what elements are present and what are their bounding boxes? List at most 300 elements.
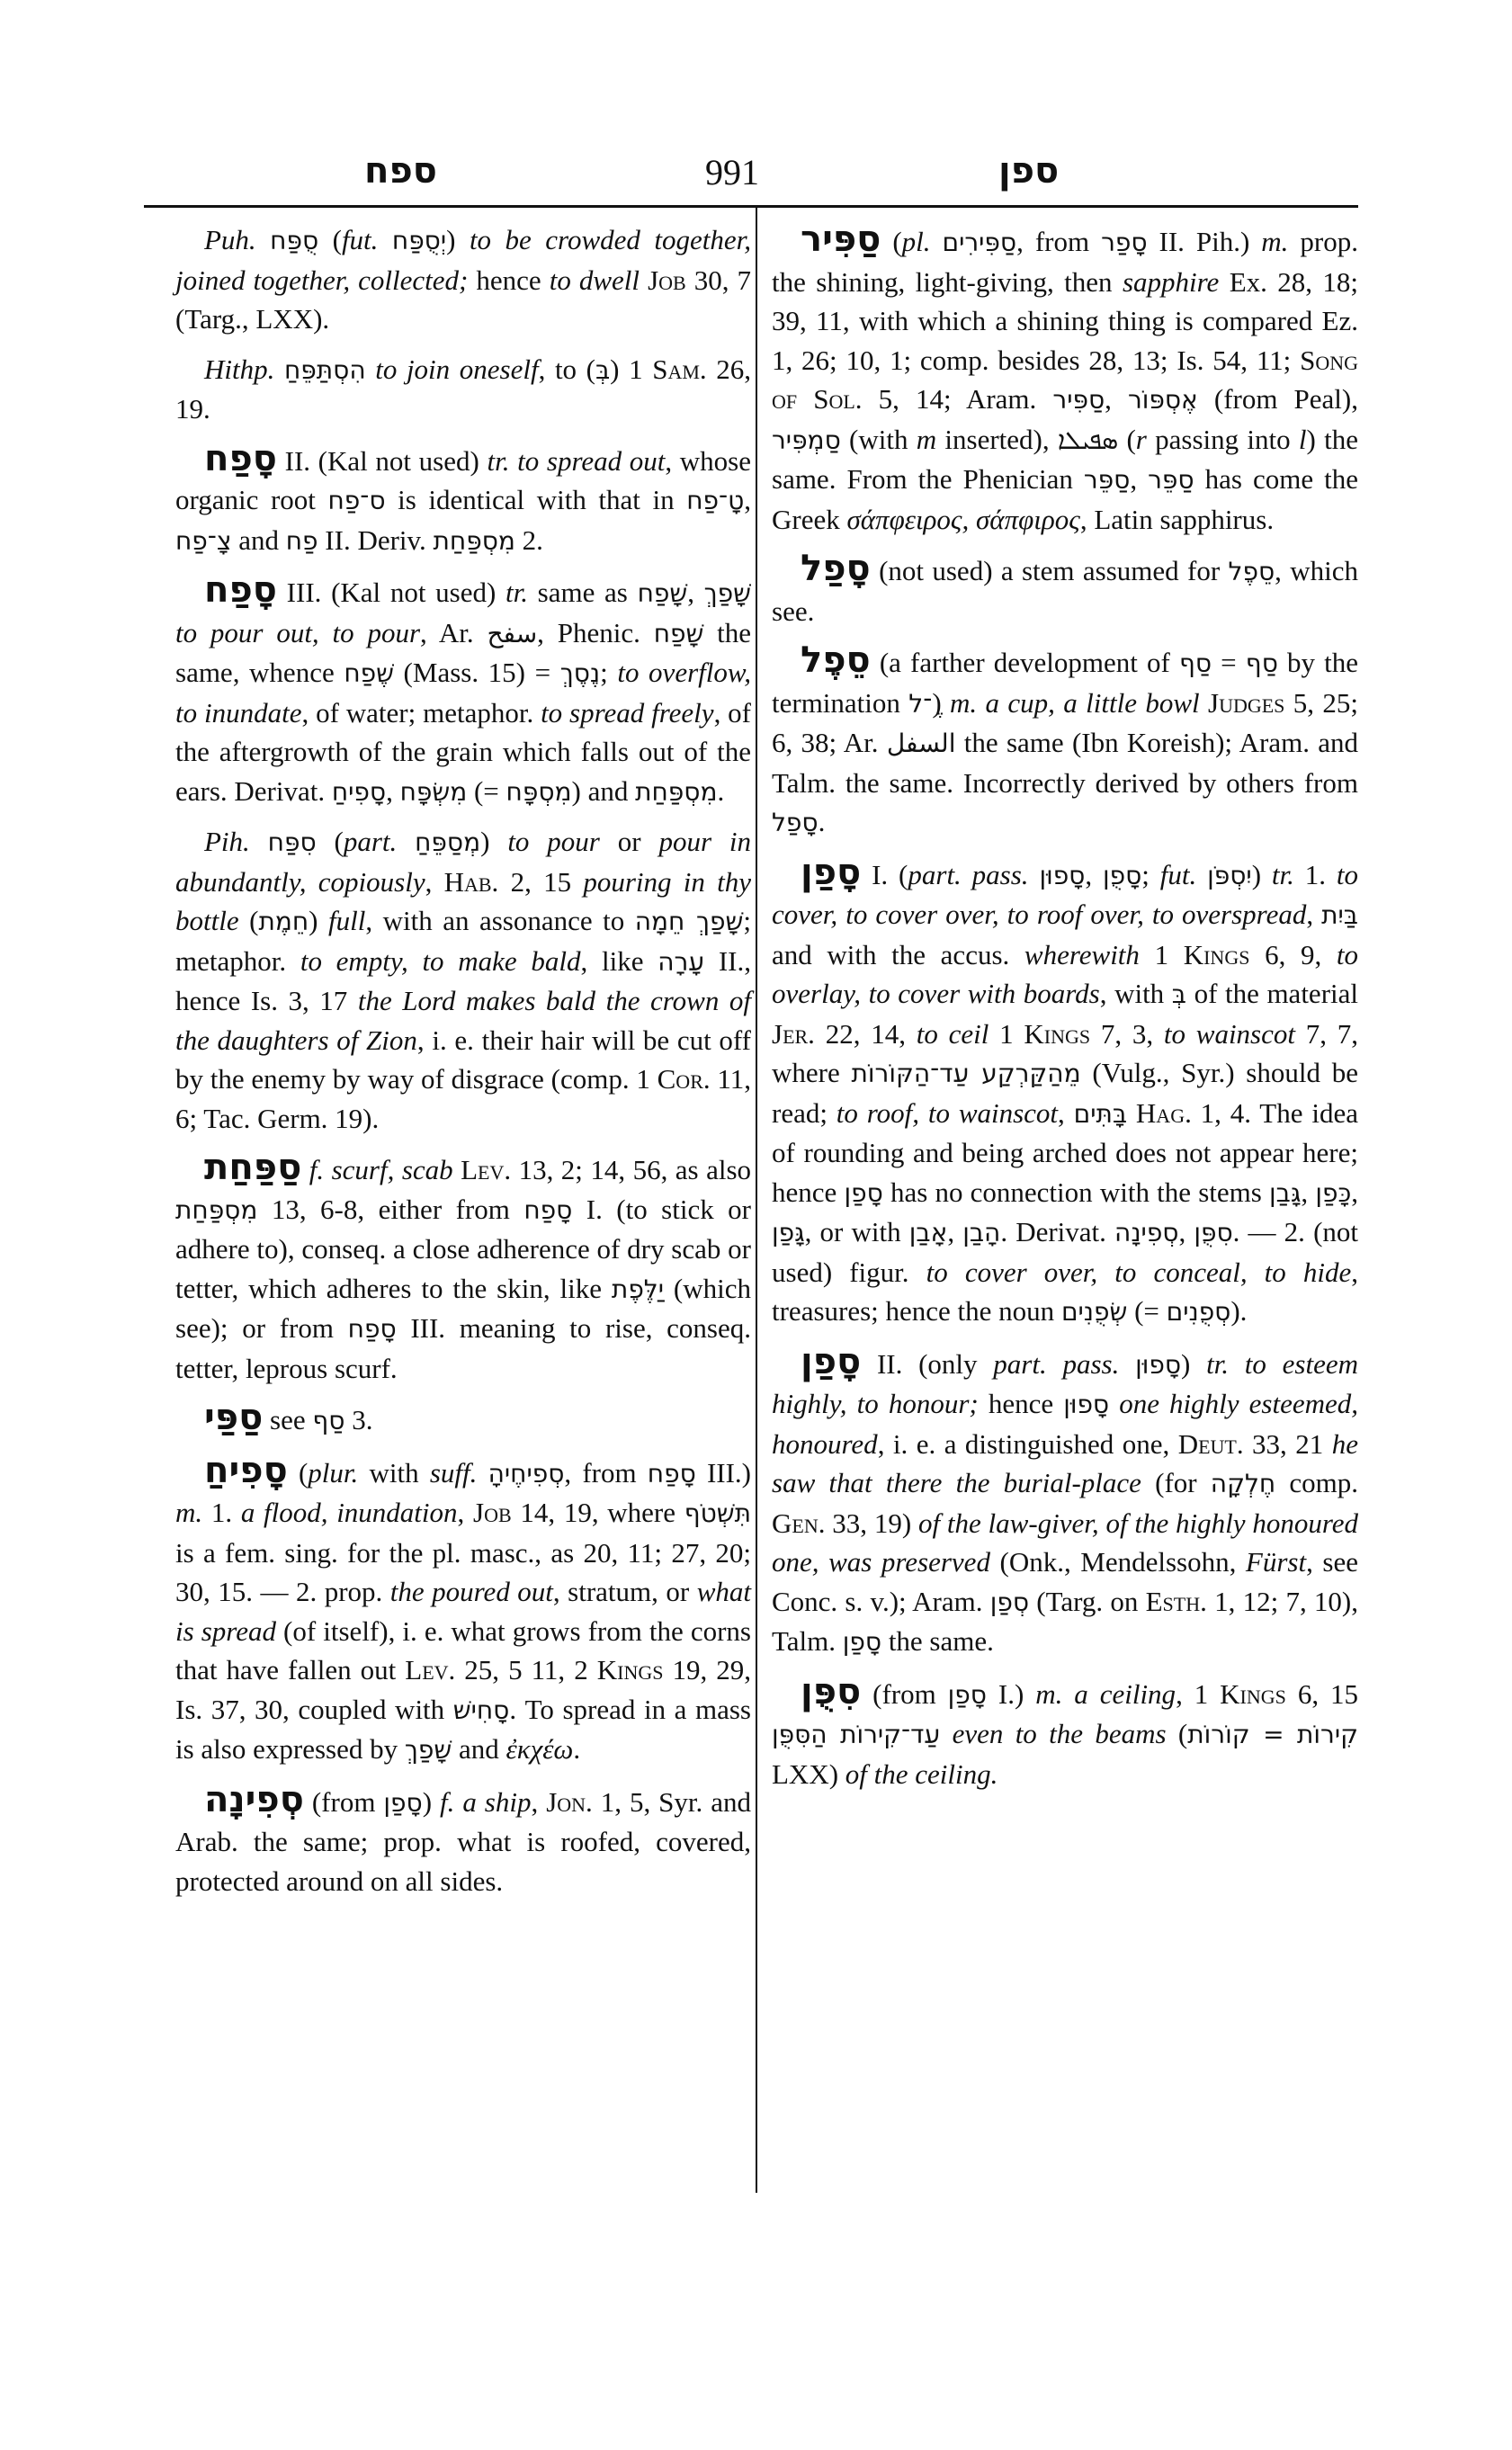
- hebrew-word: אָבַן: [908, 1218, 948, 1247]
- italic-text: tr. to esteem highly, to honour;: [772, 1347, 1358, 1419]
- italic-text: fut.: [1159, 858, 1208, 890]
- italic-text: one highly esteemed, honoured: [772, 1388, 1358, 1460]
- hebrew-word: מִסְפַּחַת: [635, 776, 718, 807]
- text: [1200, 687, 1208, 719]
- text: 5, 25; 6, 38; Ar.: [772, 686, 1359, 758]
- hebrew-word: סְפִינָה: [1114, 1218, 1179, 1247]
- italic-text: pouring in thy bottle: [175, 865, 751, 936]
- hebrew-word: סֵפֶל: [1228, 557, 1275, 586]
- text: passing into: [1146, 423, 1299, 455]
- hebrew-word: סָפוּן: [1135, 1349, 1181, 1380]
- text: (of itself), i. e. what grows from the corns that have fallen out: [175, 1614, 751, 1685]
- text: comp.: [1275, 1467, 1358, 1498]
- text: ,: [1130, 463, 1149, 495]
- text: [640, 264, 648, 296]
- text: (Mass. 15) =: [393, 657, 560, 688]
- hebrew-word: סָפֻן: [1102, 860, 1142, 890]
- text: (: [1166, 1718, 1188, 1749]
- text: ,: [1301, 1176, 1316, 1208]
- column-divider: [756, 205, 757, 2193]
- header-rule: [144, 205, 1358, 208]
- running-head: [0, 144, 1512, 198]
- text: ,: [531, 1785, 547, 1818]
- italic-text: to overflow, to inundate: [175, 657, 751, 729]
- italic-text: the poured out: [389, 1576, 553, 1607]
- text: or: [599, 826, 659, 857]
- italic-text: Hithp.: [204, 353, 284, 385]
- text: ): [480, 826, 508, 857]
- hebrew-word: צָ־פַח: [175, 525, 232, 556]
- text: ,: [425, 865, 444, 898]
- text: ): [446, 224, 470, 255]
- small-caps-reference: Jon.: [546, 1785, 593, 1818]
- text: ): [1251, 858, 1272, 890]
- text: , of water; metaphor.: [301, 696, 541, 729]
- italic-text: Puh.: [204, 224, 271, 255]
- text: (=: [467, 774, 506, 807]
- entry-sappachath: [175, 1149, 751, 1388]
- text: , with: [1099, 978, 1172, 1009]
- text: ,: [1085, 858, 1103, 890]
- text: and: [231, 523, 286, 556]
- text: III.): [695, 1456, 752, 1489]
- text: ,: [1178, 1216, 1194, 1247]
- hebrew-word: גָּבַן: [1269, 1177, 1302, 1208]
- hebrew-word: סַפִּיר: [1052, 385, 1105, 415]
- text: (: [1118, 423, 1136, 455]
- hebrew-word: חֵמֶת: [258, 907, 309, 936]
- text: (: [238, 905, 259, 936]
- text: (from Peal),: [1197, 383, 1358, 415]
- italic-text: m: [916, 423, 937, 455]
- headword: סָפַח: [204, 569, 277, 611]
- text: has no connection with the stems: [882, 1176, 1270, 1208]
- entry-safach-III: [175, 571, 751, 811]
- hebrew-word: שֶׁפַח: [344, 658, 394, 688]
- italic-text: l: [1298, 423, 1307, 455]
- hebrew-word: יְסֻפַּח: [391, 226, 447, 255]
- italic-text: m. a cup, a little bowl: [950, 686, 1200, 719]
- italic-text: to dwell: [549, 264, 640, 296]
- text: ,: [1058, 1096, 1074, 1129]
- text: 1: [1139, 938, 1184, 970]
- hebrew-word: שָׁפַח: [653, 618, 704, 648]
- small-caps-reference: Job: [648, 264, 686, 296]
- text: (: [318, 224, 342, 255]
- text: 1, 12; 7, 10), Talm.: [772, 1585, 1359, 1657]
- italic-text: pl.: [901, 226, 943, 257]
- hebrew-word: בְּ: [1171, 979, 1186, 1009]
- hebrew-word: שְׂפֻנִים: [1060, 1297, 1128, 1327]
- hebrew-word: מֵהַקַּרְקַע עַד־הַקּוֹרוֹת: [851, 1059, 1081, 1088]
- hebrew-word: מִסְפַּחַת: [433, 525, 515, 556]
- small-caps-reference: Lev.: [461, 1154, 512, 1185]
- italic-text: suff.: [429, 1456, 478, 1489]
- hebrew-word: עַד־קִירוֹת הַסִּפֻּן: [772, 1720, 941, 1749]
- text: [453, 1154, 461, 1185]
- text: II. (only: [861, 1347, 994, 1380]
- small-caps-reference: Lev.: [405, 1654, 456, 1685]
- hebrew-word: מְסַפֵּחַ: [415, 827, 481, 857]
- small-caps-reference: Esth.: [1145, 1585, 1207, 1617]
- text: 3.: [344, 1404, 373, 1435]
- text: , whose organic root: [175, 444, 752, 515]
- italic-text: f. a ship: [440, 1785, 532, 1818]
- italic-text: wherewith: [1024, 938, 1140, 970]
- headword: סָפַל: [801, 548, 871, 589]
- small-caps-reference: Kings: [1183, 938, 1250, 970]
- text: 33, 19): [825, 1507, 918, 1539]
- hebrew-word: עָרָה: [658, 946, 705, 977]
- text: .: [717, 774, 725, 807]
- text: 13, 6-8, either from: [257, 1193, 524, 1225]
- small-caps-reference: Jer.: [772, 1017, 815, 1050]
- text: of the material: [1185, 978, 1358, 1009]
- hebrew-word: נֶסֶךְ: [559, 658, 601, 688]
- italic-text: to cover over, to conceal, to hide: [926, 1256, 1352, 1288]
- italic-text: to pour: [507, 826, 600, 857]
- italic-text: fut.: [341, 224, 392, 255]
- italic-text: Fürst: [1245, 1546, 1307, 1578]
- hebrew-word: אֶסְפּוֹר: [1127, 385, 1198, 415]
- left-column: [175, 220, 751, 1911]
- hebrew-word: גָּפַן: [772, 1218, 805, 1247]
- text: hence: [468, 264, 550, 296]
- hebrew-word: סֻפַּח: [270, 226, 319, 255]
- hebrew-word: סִפֻּן: [1194, 1218, 1233, 1247]
- hebrew-word: סָפַר: [1101, 228, 1148, 257]
- text: , from: [1016, 226, 1102, 257]
- text: .: [818, 806, 826, 837]
- text: , from: [564, 1456, 648, 1489]
- headword: סָפַן: [801, 851, 862, 893]
- headword: סַפַּי: [204, 1397, 264, 1438]
- text: (from: [303, 1785, 384, 1818]
- headword: סַפִּיר: [801, 219, 881, 260]
- text: 22, 14,: [814, 1017, 917, 1050]
- text: ,: [1306, 899, 1322, 930]
- small-caps-reference: Deut.: [1177, 1427, 1244, 1460]
- hebrew-word: סַף: [312, 1406, 345, 1435]
- text: ): [422, 1785, 440, 1818]
- italic-text: to wainscot: [1163, 1017, 1295, 1050]
- hebrew-word: שָׁפַךְ: [703, 578, 751, 608]
- text: [940, 1718, 952, 1749]
- text: .: [573, 1733, 581, 1765]
- small-caps-reference: Job: [473, 1497, 512, 1528]
- arabic-word: السفل: [886, 729, 956, 758]
- text: is a fem. sing. for the pl. masc., as 20, 11; 27, 20; 30, 15. — 2. prop.: [175, 1536, 751, 1607]
- text: II. (Kal not used): [276, 444, 488, 477]
- entry-sappir: [772, 220, 1358, 539]
- text: 6, 15: [1285, 1677, 1359, 1710]
- italic-text: pour in abundantly, copiously: [175, 826, 752, 898]
- text: , Latin sapphirus.: [1079, 503, 1275, 535]
- text: , with an assonance to: [365, 905, 635, 936]
- italic-text: what is spread: [175, 1576, 751, 1647]
- hebrew-word: סַפֵּר: [1148, 465, 1194, 495]
- italic-text: to cover, to cover over, to roof over, to overspread: [772, 858, 1359, 930]
- entry-safach-I-puh: [175, 220, 751, 339]
- text: LXX): [772, 1757, 845, 1790]
- text: ,: [1105, 383, 1128, 415]
- text: ,: [687, 577, 704, 608]
- italic-text: r: [1135, 423, 1147, 455]
- text: hence: [978, 1388, 1064, 1419]
- italic-text: to spread freely: [541, 696, 714, 729]
- text: [301, 1154, 309, 1185]
- text: ) and: [571, 774, 636, 807]
- headword: סָפַן: [801, 1340, 862, 1382]
- text: II., hence Is. 3, 17: [175, 944, 751, 1016]
- text: 1: [989, 1017, 1024, 1050]
- entry-saphai: [175, 1399, 751, 1441]
- hebrew-word: ס־פַח: [327, 486, 386, 515]
- small-caps-reference: Hab.: [443, 865, 499, 898]
- italic-text: full: [327, 905, 366, 936]
- italic-text: Pih.: [204, 826, 268, 857]
- text: . To spread in a mass is also expressed by: [175, 1693, 751, 1765]
- italic-text: plur.: [308, 1456, 359, 1489]
- small-caps-reference: Song of Sol.: [772, 344, 1358, 415]
- entry-sephinah: [175, 1778, 751, 1901]
- arabic-word: سفح: [487, 618, 538, 648]
- text: (: [287, 1456, 309, 1489]
- running-head-right-word: ספן: [998, 150, 1060, 192]
- entry-safach-I-hithp: [175, 350, 751, 429]
- hebrew-word: מִסְפָּח: [505, 776, 572, 807]
- text: ): [1181, 1347, 1207, 1380]
- text: the same, whence: [175, 616, 752, 688]
- text: , treasures; hence the noun: [772, 1256, 1358, 1327]
- italic-text: f. scurf, scab: [309, 1154, 453, 1185]
- text: the same (Ibn Koreish); Aram. and Talm. the same. Incorrectly derived by others from: [772, 727, 1359, 799]
- hebrew-word: סָפִיחַ: [331, 776, 387, 807]
- hebrew-word: בָּתִּים: [1073, 1098, 1128, 1129]
- italic-text: the Lord makes bald the crown of the daughters of Zion: [175, 985, 751, 1056]
- entry-sephel: [772, 641, 1358, 843]
- text: 1.: [1293, 858, 1337, 890]
- text: by the termination: [772, 647, 1358, 719]
- text: (a farther development of: [870, 647, 1179, 678]
- text: III. (Kal not used): [276, 577, 505, 608]
- italic-text: ἐκχέω: [505, 1733, 574, 1765]
- text: , stratum, or: [552, 1576, 697, 1607]
- text: 1.: [202, 1497, 241, 1528]
- text: ,: [457, 1497, 474, 1528]
- arabic-word: ܣܦܝܠܐ: [1057, 425, 1119, 455]
- text: , to (: [538, 353, 595, 385]
- text: 1, 5, Syr. and Arab. the same; prop. what is roofed, covered, protected around on all sides.: [175, 1785, 751, 1897]
- text: ;: [600, 657, 618, 688]
- text: ,: [744, 484, 751, 515]
- hebrew-word: סָפַן: [383, 1787, 423, 1818]
- hebrew-word: סַפֵּר: [1083, 465, 1131, 495]
- text: ;: [1141, 858, 1160, 890]
- text: and with the accus.: [772, 938, 1024, 970]
- text: ; metaphor.: [175, 905, 751, 977]
- italic-text: part.: [343, 826, 416, 857]
- text: ,: [1351, 1176, 1358, 1208]
- headword: סָפַח: [204, 437, 277, 479]
- text: (: [316, 826, 344, 857]
- italic-text: part. pass.: [908, 858, 1040, 890]
- hebrew-word: סְפִיחֶיהָ: [488, 1458, 565, 1489]
- text: 14, 19, where: [511, 1497, 684, 1528]
- hebrew-word: יִסְפֹּן: [1207, 860, 1252, 890]
- hebrew-word: סְפֻנִים: [1166, 1297, 1231, 1327]
- text: , Phenic.: [537, 616, 654, 648]
- small-caps-reference: Gen.: [772, 1507, 826, 1539]
- hebrew-word: סָפַח: [347, 1314, 397, 1344]
- text: (which see); or from: [175, 1272, 751, 1344]
- text: II. Deriv.: [318, 523, 434, 556]
- hebrew-word: תִּשְׁטֹף: [684, 1498, 752, 1528]
- italic-text: m. a ceiling: [1035, 1677, 1176, 1710]
- italic-text: m.: [1261, 226, 1289, 257]
- text: Ex. 28, 18; 39, 11, with which a shining thing is compared Ez. 1, 26; 10, 1; comp. besides 28, 13; Is. 54, 11;: [772, 265, 1358, 376]
- italic-text: a flood, inundation: [240, 1497, 458, 1528]
- italic-text: of the law-giver, of the highly honoured one, was preserved: [772, 1507, 1359, 1578]
- text: , see Conc. s. v.); Aram.: [772, 1546, 1358, 1617]
- text: ,: [947, 1216, 963, 1247]
- text: (for: [1141, 1467, 1211, 1498]
- hebrew-word: מִסְפַּחַת: [175, 1194, 258, 1225]
- text: (: [881, 226, 902, 257]
- italic-text: of the ceiling.: [845, 1757, 998, 1790]
- hebrew-word: סִפַּח: [267, 827, 317, 857]
- small-caps-reference: Judges: [1208, 686, 1285, 719]
- italic-text: even to the beams: [952, 1718, 1167, 1749]
- text: I. (to stick or adhere to), conseq. a close adherence of dry scab or tetter, which adheres to the skin, like: [175, 1193, 751, 1304]
- text: , i. e. their hair will be cut off by the enemy by way of disgrace (comp. 1: [175, 1024, 751, 1095]
- text: 5, 14; Aram.: [862, 383, 1053, 415]
- text: , 1: [1176, 1677, 1221, 1710]
- text: ): [309, 905, 328, 936]
- hebrew-word: שָׁפַךְ חֵמָה: [634, 907, 744, 936]
- text: I.): [986, 1677, 1036, 1710]
- text: =: [1212, 647, 1246, 678]
- italic-text: tr.: [1271, 858, 1294, 890]
- italic-text: to be crowded together, joined together, collected;: [175, 224, 751, 296]
- small-caps-reference: Kings: [1024, 1017, 1091, 1050]
- text: 30, 7 (Targ., LXX).: [175, 264, 752, 335]
- entry-sippun: [772, 1670, 1359, 1794]
- headword: סְפִינָה: [204, 1778, 304, 1820]
- hebrew-word: סְפַן: [989, 1587, 1030, 1617]
- text: same as: [527, 577, 638, 608]
- entry-saphan-II: [772, 1340, 1359, 1662]
- hebrew-word: סַפִּירִים: [942, 228, 1017, 257]
- text: (=: [1127, 1295, 1167, 1327]
- small-caps-reference: Hag.: [1135, 1096, 1192, 1129]
- text: inserted),: [936, 423, 1058, 455]
- text: III. meaning to rise, conseq. tetter, leprous scurf.: [175, 1312, 751, 1384]
- text: ) 1: [610, 353, 653, 385]
- text: , of the aftergrowth of the grain which falls out of the ears. Derivat.: [175, 696, 751, 807]
- hebrew-word: סָפַן: [844, 1177, 883, 1208]
- text: , Ar.: [420, 616, 488, 648]
- hebrew-word: סַף: [1178, 648, 1212, 678]
- text: , i. e. a distinguished one,: [877, 1427, 1178, 1460]
- text: 7, 7, where: [772, 1017, 1359, 1088]
- hebrew-word: סַף: [1245, 648, 1278, 678]
- hebrew-word: שָׁפַח: [637, 578, 688, 608]
- text: [1109, 1388, 1119, 1419]
- text: 1, 4. The idea of rounding and being arched does not appear here; hence: [772, 1096, 1358, 1208]
- hebrew-word: סָחִישׁ: [452, 1694, 510, 1725]
- entry-saphiach: [175, 1449, 752, 1770]
- text: ,: [386, 774, 400, 807]
- small-caps-reference: Kings: [596, 1654, 664, 1685]
- italic-text: σάπφειρος, σάπφιρος: [846, 503, 1080, 535]
- text: with: [358, 1456, 430, 1489]
- entry-saphan-I: [772, 851, 1359, 1332]
- entry-saphal-stem: [772, 550, 1358, 630]
- italic-text: tr. to spread out: [487, 444, 666, 477]
- running-head-left-word: ספח: [364, 150, 437, 192]
- text: prop. the shining, light-giving, then: [772, 226, 1358, 298]
- hebrew-word: הָבַן: [962, 1218, 1001, 1247]
- headword: סַפַּחַת: [204, 1147, 302, 1188]
- text: 2.: [514, 523, 543, 556]
- page-number: 991: [705, 152, 759, 192]
- headword: סָפִיחַ: [204, 1449, 288, 1491]
- text: (from: [861, 1677, 948, 1710]
- hebrew-word: ֶ־ל: [908, 688, 933, 719]
- hebrew-word: סָפוּן: [1039, 860, 1086, 890]
- italic-text: part. pass.: [993, 1347, 1136, 1380]
- italic-text: to join oneself: [375, 353, 539, 385]
- small-caps-reference: Kings: [1220, 1677, 1286, 1710]
- entry-safach-II: [175, 437, 752, 561]
- text: and: [452, 1733, 506, 1765]
- text: 33, 21: [1243, 1427, 1332, 1460]
- small-caps-reference: Cor.: [657, 1063, 711, 1095]
- text: II. Pih.): [1147, 226, 1262, 257]
- text: the same.: [881, 1625, 994, 1657]
- hebrew-word: קִירוֹת = קוֹרוֹת: [1187, 1720, 1358, 1749]
- text: ): [932, 686, 951, 719]
- hebrew-word: סַמְפִּיר: [772, 425, 841, 455]
- hebrew-word: בַּיִת: [1321, 900, 1358, 930]
- text: [1127, 1097, 1136, 1129]
- text: [366, 353, 376, 385]
- text: . Derivat.: [1000, 1216, 1115, 1247]
- text: 2, 15: [498, 865, 584, 898]
- hebrew-word: סָפַל: [772, 808, 819, 837]
- headword: סֵפֶל: [801, 639, 871, 681]
- italic-text: to roof, to wainscot: [836, 1096, 1059, 1129]
- text: 25, 5 11, 2: [455, 1654, 597, 1685]
- text: is identical with that in: [385, 484, 687, 515]
- hebrew-word: חֶלְקָה: [1210, 1469, 1276, 1498]
- text: 26, 19.: [175, 353, 752, 425]
- hebrew-word: סָפַח: [647, 1458, 696, 1489]
- text: . — 2. (not used) figur.: [772, 1216, 1359, 1288]
- text: 13, 2; 14, 56, as also: [511, 1154, 752, 1185]
- hebrew-word: בְּ: [595, 354, 611, 385]
- entry-safach-III-pih: [175, 822, 751, 1138]
- italic-text: he saw that there the burial-place: [772, 1427, 1358, 1498]
- text: , which see.: [772, 555, 1358, 627]
- hebrew-word: סָפַח: [523, 1194, 573, 1225]
- hebrew-word: סָפַן: [842, 1627, 882, 1657]
- hebrew-word: כָּפַן: [1315, 1177, 1352, 1208]
- text: ).: [1230, 1295, 1248, 1327]
- italic-text: to pour out, to pour: [175, 616, 421, 648]
- hebrew-word: סָפוּן: [1063, 1390, 1110, 1419]
